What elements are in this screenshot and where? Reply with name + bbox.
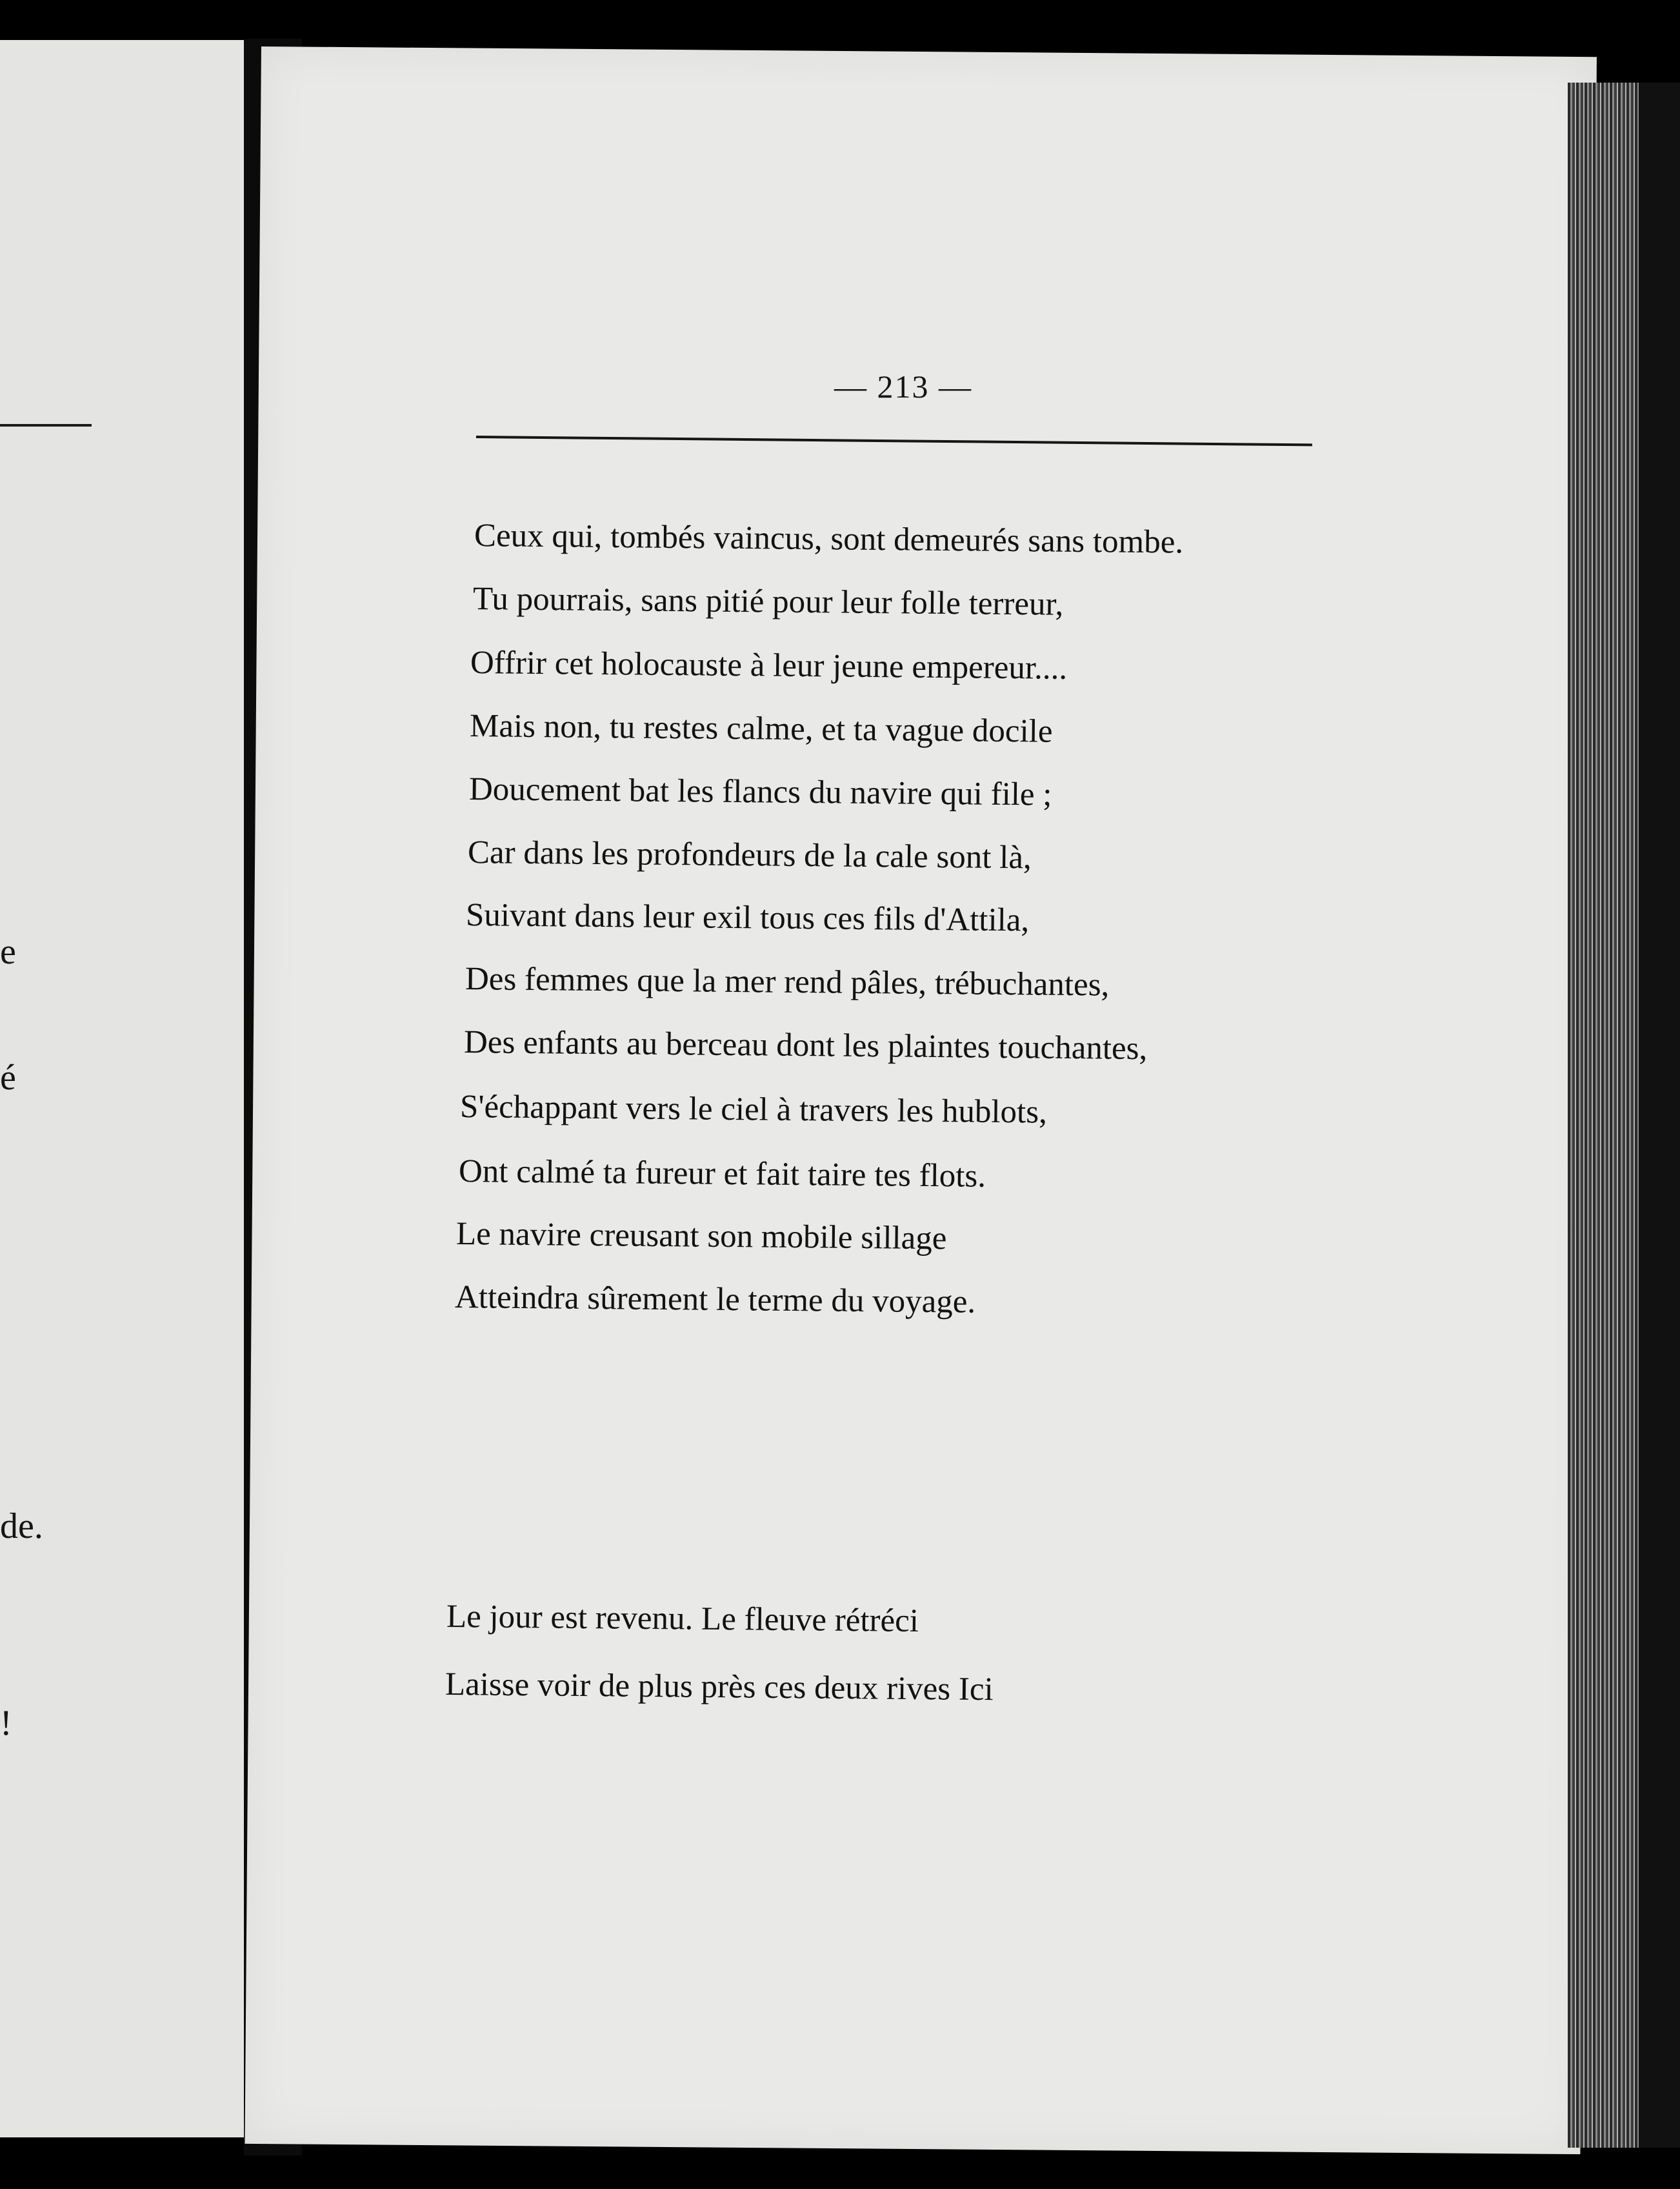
- page-number: — 213 —: [834, 368, 972, 405]
- verse-line: Suivant dans leur exil tous ces fils d'Attila,: [465, 897, 1030, 939]
- verse-line: Le navire creusant son mobile sillage: [455, 1216, 947, 1257]
- previous-page-header-rule: [0, 424, 92, 427]
- verse-line: Laisse voir de plus près ces deux rives Ici: [445, 1666, 994, 1708]
- verse-line: Atteindra sûrement le terme du voyage.: [454, 1279, 976, 1320]
- verse-line: Offrir cet holocauste à leur jeune empereur....: [470, 645, 1068, 687]
- verse-line: Ont calmé ta fureur et fait taire tes flots.: [458, 1153, 986, 1195]
- verse-line: Le jour est revenu. Le fleuve rétréci: [446, 1599, 919, 1640]
- previous-page: [0, 40, 279, 2137]
- verse-line: Des femmes que la mer rend pâles, trébuchantes,: [465, 961, 1110, 1004]
- verse-line: Doucement bat les flancs du navire qui file ;: [468, 771, 1052, 813]
- previous-page-fragment: é: [0, 1058, 16, 1098]
- previous-page-fragment: e: [0, 932, 16, 972]
- page-edges-shadow: [1639, 83, 1680, 2148]
- verse-line: S'échappant vers le ciel à travers les hublots,: [459, 1089, 1048, 1131]
- verse-line: Car dans les profondeurs de la cale sont là,: [467, 834, 1032, 876]
- verse-line: Tu pourrais, sans pitié pour leur folle terreur,: [472, 581, 1064, 623]
- verse-line: Mais non, tu restes calme, et ta vague docile: [469, 708, 1053, 750]
- previous-page-fragment: de.: [0, 1506, 43, 1546]
- verse-line: Ceux qui, tombés vaincus, sont demeurés sans tombe.: [474, 518, 1184, 561]
- verse-line: Des enfants au berceau dont les plaintes touchantes,: [463, 1024, 1148, 1067]
- previous-page-fragment: !: [0, 1703, 12, 1743]
